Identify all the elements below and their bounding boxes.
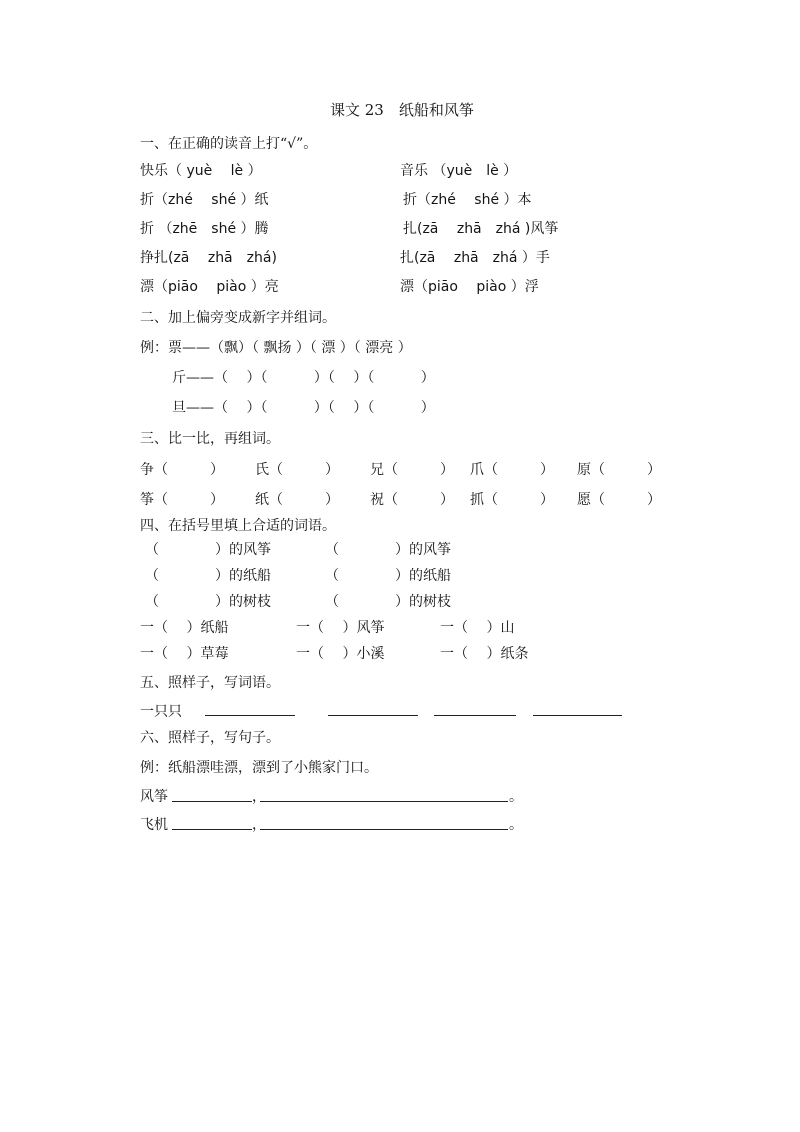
answer-blank[interactable] (172, 801, 252, 802)
compare-item: 氏（ ） (255, 462, 339, 478)
section-3-heading: 三、比一比，再组词。 (140, 431, 280, 447)
pinyin-item: 挣扎(zā zhā zhá) (140, 250, 277, 266)
fill-phrase: （ ）的树枝 (325, 594, 451, 610)
fill-phrase: （ ）的纸船 (145, 568, 271, 584)
compare-item: 争（ ） (140, 462, 224, 478)
sentence-comma: ， (252, 817, 266, 833)
pinyin-item: 快乐（ yuè lè ） (140, 163, 262, 179)
pinyin-item: 折（zhé shé ）本 (403, 192, 532, 208)
answer-blank[interactable] (260, 801, 508, 802)
compare-item: 祝（ ） (370, 492, 454, 508)
answer-blank[interactable] (434, 715, 516, 716)
sentence-lead: 飞机 (140, 817, 168, 833)
sentence-example: 例：纸船漂哇漂，漂到了小熊家门口。 (140, 760, 378, 776)
page-title: 课文 23 纸船和风筝 (330, 101, 474, 119)
pinyin-item: 折（zhé shé ）纸 (140, 192, 269, 208)
pinyin-item: 漂（piāo piào ）浮 (400, 279, 539, 295)
section-6-heading: 六、照样子，写句子。 (140, 730, 280, 746)
pinyin-item: 漂（piāo piào ）亮 (140, 279, 279, 295)
answer-blank[interactable] (260, 829, 508, 830)
measure-word-item: 一（ ）山 (440, 620, 515, 636)
word-example: 一只只 (140, 704, 182, 720)
radical-row: 旦——（ ）（ ）（ ）（ ） (172, 400, 435, 416)
measure-word-item: 一（ ）纸条 (440, 646, 529, 662)
answer-blank[interactable] (172, 829, 252, 830)
section-1-heading: 一、在正确的读音上打“√”。 (140, 136, 318, 152)
pinyin-item: 扎(zā zhā zhá ）手 (400, 250, 550, 266)
section-2-example: 例：票——（飘）（ 飘扬 ）（ 漂 ）（ 漂亮 ） (140, 340, 412, 356)
compare-item: 爪（ ） (470, 462, 554, 478)
compare-item: 兄（ ） (370, 462, 454, 478)
answer-blank[interactable] (328, 715, 418, 716)
pinyin-item: 扎(zā zhā zhá )风筝 (403, 221, 559, 237)
pinyin-item: 折 （zhē shé ）腾 (140, 221, 269, 237)
section-5-heading: 五、照样子，写词语。 (140, 675, 280, 691)
measure-word-item: 一（ ）纸船 (140, 620, 229, 636)
compare-item: 愿（ ） (577, 492, 661, 508)
measure-word-item: 一（ ）风筝 (296, 620, 385, 636)
fill-phrase: （ ）的树枝 (145, 594, 271, 610)
answer-blank[interactable] (205, 715, 295, 716)
compare-item: 原（ ） (577, 462, 661, 478)
measure-word-item: 一（ ）草莓 (140, 646, 229, 662)
compare-item: 纸（ ） (255, 492, 339, 508)
sentence-period: 。 (509, 789, 523, 805)
fill-phrase: （ ）的风筝 (145, 542, 271, 558)
section-2-heading: 二、加上偏旁变成新字并组词。 (140, 310, 336, 326)
sentence-period: 。 (509, 817, 523, 833)
pinyin-item: 音乐 （yuè lè ） (400, 163, 518, 179)
radical-row: 斤——（ ）（ ）（ ）（ ） (172, 370, 435, 386)
fill-phrase: （ ）的风筝 (325, 542, 451, 558)
compare-item: 筝（ ） (140, 492, 224, 508)
section-4-heading: 四、在括号里填上合适的词语。 (140, 518, 336, 534)
fill-phrase: （ ）的纸船 (325, 568, 451, 584)
compare-item: 抓（ ） (470, 492, 554, 508)
sentence-comma: ， (252, 789, 266, 805)
answer-blank[interactable] (533, 715, 622, 716)
measure-word-item: 一（ ）小溪 (296, 646, 385, 662)
sentence-lead: 风筝 (140, 789, 168, 805)
